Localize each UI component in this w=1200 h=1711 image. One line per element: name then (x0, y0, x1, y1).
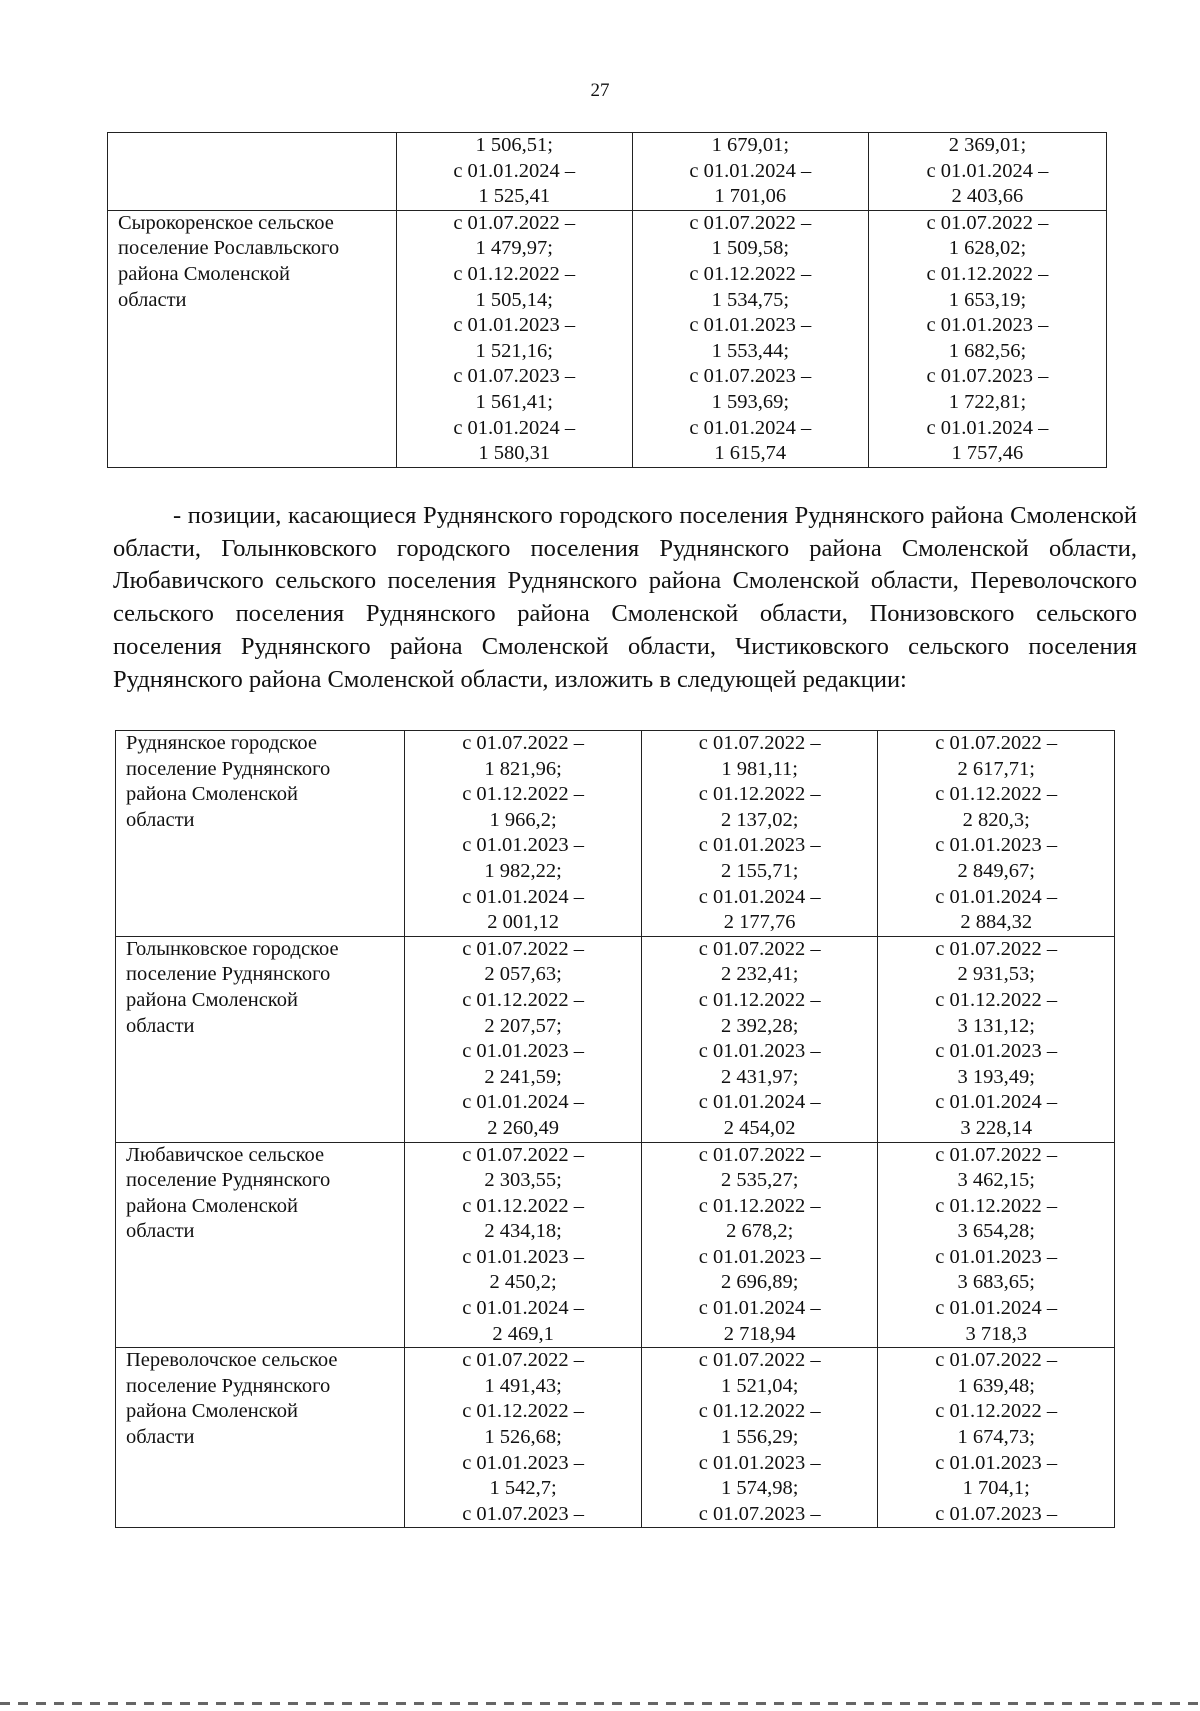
tariff-line: с 01.01.2024 – (689, 416, 812, 439)
settlement-name-line: района Смоленской (126, 783, 298, 806)
settlement-name-line: поселение Руднянского (126, 1169, 331, 1192)
tariff-line: с 01.07.2023 – (935, 1502, 1058, 1525)
tariff-line: с 01.01.2024 – (935, 1297, 1058, 1320)
tariff-line: 2 431,97; (720, 1065, 799, 1088)
page-number: 27 (590, 80, 610, 101)
tariff-line: с 01.07.2023 – (926, 365, 1049, 388)
settlement-name-line: Руднянское городское (126, 732, 318, 754)
tariff-cell-col3 (868, 133, 1106, 211)
tariff-line: 2 177,76 (723, 911, 796, 934)
tariff-cell-col1 (405, 936, 642, 1142)
tariff-line: с 01.12.2022 – (935, 1194, 1058, 1217)
tariff-line: 3 193,49; (957, 1065, 1035, 1088)
tariff-line: 1 509,58; (711, 237, 790, 260)
tariff-line: 1 534,75; (711, 288, 790, 311)
tariff-line: 1 542,7; (489, 1477, 557, 1500)
tariff-line: 2 392,28; (720, 1014, 799, 1037)
tariff-line: 2 241,59; (484, 1065, 562, 1088)
tariff-line: с 01.07.2022 – (935, 732, 1058, 754)
tariff-line: 2 207,57; (484, 1014, 562, 1037)
tariff-line: с 01.12.2022 – (935, 783, 1058, 806)
tariff-line: 1 966,2; (489, 808, 557, 831)
tariff-line: 1 521,16; (475, 339, 553, 362)
intro-paragraph (113, 500, 1137, 696)
settlement-name-line: поселение Руднянского (126, 1374, 331, 1397)
tariff-line: с 01.07.2022 – (926, 211, 1049, 234)
tariff-line: 2 718,94 (723, 1322, 796, 1345)
tariff-line: с 01.07.2023 – (453, 365, 576, 388)
settlement-name-line: Переволочское сельское (126, 1349, 338, 1372)
tariff-line: с 01.01.2024 – (698, 885, 821, 908)
tariff-line: 1 479,97; (475, 237, 553, 260)
tariff-line: 1 593,69; (711, 390, 790, 413)
tariff-line: 1 981,11; (721, 757, 798, 780)
tariff-line: с 01.12.2022 – (462, 988, 585, 1011)
tariff-line: с 01.07.2022 – (935, 1143, 1058, 1166)
table-row (116, 1142, 1115, 1348)
tariff-line: 1 561,41; (475, 390, 553, 413)
tariff-cell-col2 (632, 210, 868, 467)
tariff-line: 2 434,18; (484, 1220, 562, 1243)
tariff-line: с 01.01.2024 – (926, 416, 1049, 439)
tariff-line: с 01.12.2022 – (926, 262, 1049, 285)
tariff-line: 3 228,14 (960, 1116, 1033, 1139)
tariff-line: с 01.07.2022 – (935, 937, 1058, 960)
settlement-name-line: района Смоленской (118, 262, 290, 285)
tariff-line: с 01.01.2023 – (698, 1040, 821, 1063)
settlement-name-line: поселение Рославльского (118, 237, 340, 260)
settlement-name-line: области (126, 1220, 195, 1243)
tariff-cell-col1 (396, 133, 632, 211)
tariff-line: 1 506,51; (475, 134, 553, 156)
tariff-cell-col3 (878, 1142, 1115, 1348)
table-row (108, 210, 1107, 467)
settlement-name-line: области (126, 1426, 195, 1449)
tariff-line: с 01.12.2022 – (462, 783, 585, 806)
tariff-line: с 01.01.2023 – (462, 1040, 585, 1063)
tariff-line: 3 683,65; (957, 1271, 1035, 1294)
tariff-line: с 01.07.2022 – (689, 211, 812, 234)
tariff-line: с 01.07.2022 – (462, 732, 585, 754)
tariff-line: с 01.01.2024 – (935, 885, 1058, 908)
tariff-line: с 01.07.2022 – (462, 1349, 585, 1372)
tariff-line: 2 232,41; (720, 963, 799, 986)
settlement-name-line: Голынковское городское (126, 937, 339, 960)
tariff-line: 2 303,55; (484, 1169, 562, 1192)
tariff-line: 1 525,41 (478, 185, 551, 208)
tariff-line: 2 849,67; (957, 859, 1035, 882)
table-row (116, 936, 1115, 1142)
settlement-name-line: района Смоленской (126, 1194, 298, 1217)
tariff-line: 2 454,02 (723, 1116, 796, 1139)
tariff-line: 1 521,04; (720, 1374, 799, 1397)
tariff-line: с 01.01.2023 – (935, 1245, 1058, 1268)
tariff-table-top (107, 132, 1107, 468)
tariff-line: с 01.07.2023 – (462, 1502, 585, 1525)
tariff-line: 2 678,2; (726, 1220, 794, 1243)
tariff-cell-col3 (878, 936, 1115, 1142)
tariff-line: 2 617,71; (957, 757, 1035, 780)
tariff-line: с 01.01.2024 – (698, 1091, 821, 1114)
tariff-line: 2 155,71; (720, 859, 799, 882)
tariff-line: с 01.12.2022 – (935, 1400, 1058, 1423)
tariff-line: 2 057,63; (484, 963, 562, 986)
tariff-line: с 01.01.2023 – (462, 1451, 585, 1474)
tariff-line: с 01.01.2024 – (462, 885, 585, 908)
tariff-line: с 01.01.2024 – (698, 1297, 821, 1320)
settlement-name-line: поселение Руднянского (126, 757, 331, 780)
settlement-name-cell (116, 1142, 405, 1348)
tariff-line: 2 369,01; (948, 134, 1027, 156)
tariff-line: с 01.07.2023 – (698, 1502, 821, 1525)
settlement-name-line: Любавичское сельское (126, 1143, 325, 1166)
tariff-line: 1 639,48; (957, 1374, 1035, 1397)
tariff-line: с 01.01.2024 – (462, 1297, 585, 1320)
tariff-line: с 01.01.2023 – (689, 314, 812, 337)
tariff-line: 1 615,74 (714, 442, 787, 465)
settlement-name-line: области (118, 288, 187, 311)
tariff-cell-col1 (405, 1348, 642, 1528)
tariff-line: 1 821,96; (484, 757, 562, 780)
tariff-line: с 01.07.2022 – (935, 1349, 1058, 1372)
tariff-line: с 01.01.2023 – (698, 834, 821, 857)
tariff-line: 1 580,31 (478, 442, 551, 465)
tariff-cell-col2 (641, 1142, 878, 1348)
tariff-line: с 01.07.2022 – (453, 211, 576, 234)
tariff-line: 1 526,68; (484, 1426, 562, 1449)
tariff-line: 2 469,1 (492, 1322, 554, 1345)
tariff-line: 2 884,32 (960, 911, 1033, 934)
tariff-line: 1 722,81; (948, 390, 1027, 413)
tariff-cell-col3 (878, 731, 1115, 937)
settlement-name-cell (116, 1348, 405, 1528)
tariff-line: 2 001,12 (487, 911, 559, 934)
tariff-line: с 01.01.2023 – (935, 834, 1058, 857)
tariff-cell-col1 (396, 210, 632, 467)
tariff-line: 2 450,2; (489, 1271, 557, 1294)
tariff-line: с 01.01.2024 – (926, 159, 1049, 182)
tariff-cell-col3 (878, 1348, 1115, 1528)
tariff-line: с 01.12.2022 – (689, 262, 812, 285)
tariff-line: с 01.07.2022 – (698, 1349, 821, 1372)
tariff-line: с 01.07.2023 – (689, 365, 812, 388)
tariff-line: 1 757,46 (951, 442, 1024, 465)
settlement-name-cell (108, 133, 397, 211)
tariff-cell-col2 (641, 936, 878, 1142)
tariff-line: с 01.01.2023 – (698, 1451, 821, 1474)
tariff-line: 2 696,89; (720, 1271, 799, 1294)
tariff-line: 3 462,15; (957, 1169, 1035, 1192)
tariff-line: с 01.12.2022 – (935, 988, 1058, 1011)
tariff-line: с 01.01.2024 – (453, 416, 576, 439)
tariff-line: 2 820,3; (962, 808, 1030, 831)
tariff-line: с 01.12.2022 – (698, 1194, 821, 1217)
tariff-line: 2 535,27; (720, 1169, 799, 1192)
settlement-name-line: области (126, 808, 195, 831)
tariff-cell-col3 (868, 210, 1106, 467)
tariff-line: 1 682,56; (948, 339, 1027, 362)
tariff-table-bottom (115, 730, 1115, 1528)
tariff-line: 1 574,98; (720, 1477, 799, 1500)
tariff-line: 1 556,29; (720, 1426, 799, 1449)
tariff-line: с 01.12.2022 – (698, 988, 821, 1011)
settlement-name-line: района Смоленской (126, 1400, 298, 1423)
settlement-name-line: поселение Руднянского (126, 963, 331, 986)
tariff-line: 3 654,28; (957, 1220, 1035, 1243)
settlement-name-cell (116, 731, 405, 937)
tariff-line: с 01.01.2024 – (453, 159, 576, 182)
tariff-line: с 01.01.2023 – (462, 1245, 585, 1268)
settlement-name-line: области (126, 1014, 195, 1037)
tariff-line: с 01.07.2022 – (462, 937, 585, 960)
table-row (116, 1348, 1115, 1528)
tariff-line: с 01.01.2023 – (453, 314, 576, 337)
tariff-line: с 01.07.2022 – (698, 937, 821, 960)
tariff-line: 1 679,01; (711, 134, 790, 156)
settlement-name-line: района Смоленской (126, 988, 298, 1011)
tariff-line: с 01.12.2022 – (698, 783, 821, 806)
tariff-line: с 01.12.2022 – (462, 1194, 585, 1217)
tariff-cell-col2 (641, 731, 878, 937)
tariff-line: с 01.01.2024 – (935, 1091, 1058, 1114)
tariff-line: с 01.01.2024 – (462, 1091, 585, 1114)
tariff-line: 1 701,06 (714, 185, 787, 208)
tariff-line: 1 653,19; (948, 288, 1027, 311)
tariff-line: 3 131,12; (957, 1014, 1035, 1037)
tariff-cell-col1 (405, 1142, 642, 1348)
tariff-line: 1 553,44; (711, 339, 790, 362)
tariff-line: с 01.01.2023 – (462, 834, 585, 857)
tariff-line: 1 982,22; (484, 859, 562, 882)
tariff-line: с 01.01.2023 – (935, 1040, 1058, 1063)
tariff-line: 1 674,73; (957, 1426, 1035, 1449)
settlement-name-line: Сырокоренское сельское (118, 211, 334, 234)
tariff-line: с 01.01.2024 – (689, 159, 812, 182)
tariff-line: 3 718,3 (965, 1322, 1027, 1345)
tariff-cell-col2 (641, 1348, 878, 1528)
tariff-line: 1 491,43; (484, 1374, 562, 1397)
tariff-line: с 01.12.2022 – (462, 1400, 585, 1423)
tariff-line: с 01.12.2022 – (453, 262, 576, 285)
tariff-line: 2 403,66 (951, 185, 1024, 208)
table-row (116, 731, 1115, 937)
settlement-name-cell (116, 936, 405, 1142)
tariff-line: 1 505,14; (475, 288, 553, 311)
tariff-line: 2 931,53; (957, 963, 1035, 986)
tariff-line: 1 628,02; (948, 237, 1027, 260)
table-row (108, 133, 1107, 211)
tariff-line: с 01.01.2023 – (926, 314, 1049, 337)
tariff-cell-col1 (405, 731, 642, 937)
tariff-line: 2 137,02; (720, 808, 799, 831)
tariff-cell-col2 (632, 133, 868, 211)
scan-artifact-line (0, 1702, 1200, 1705)
tariff-line: с 01.07.2022 – (698, 732, 821, 754)
tariff-line: с 01.01.2023 – (698, 1245, 821, 1268)
intro-text: - позиции, касающиеся Руднянского городского поселения Руднянского района Смоленской области, Голынковского городского поселения Руднянского района Смоленской области, Любавичского сельского поселения Руднянского района Смоленской области, Переволочского сельского поселения Руднянского района Смоленской области, Понизовского сельского поселения Руднянского района Смоленской области, Чистиковского сельского поселения Руднянского района Смоленской области, изложить в следующей редакции: (113, 502, 1137, 693)
settlement-name-cell (108, 210, 397, 467)
tariff-line: с 01.01.2023 – (935, 1451, 1058, 1474)
tariff-line: 2 260,49 (487, 1116, 559, 1139)
tariff-line: с 01.07.2022 – (462, 1143, 585, 1166)
tariff-line: 1 704,1; (962, 1477, 1030, 1500)
tariff-line: с 01.07.2022 – (698, 1143, 821, 1166)
tariff-line: с 01.12.2022 – (698, 1400, 821, 1423)
